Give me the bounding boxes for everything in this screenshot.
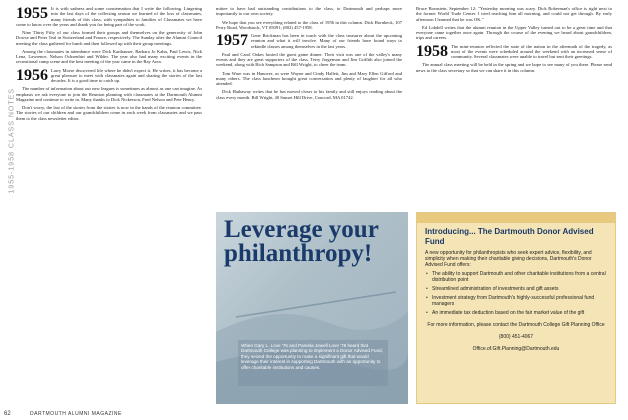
paragraph: The mini-reunion reflected the state of the nation in the aftermath of the tragedy, as most of the events were scheduled around the weekend with an increased sense of community. Several classmates were unable to travel but sent their greetings. bbox=[451, 43, 612, 59]
promo-header-bar bbox=[417, 213, 615, 223]
column-1 bbox=[16, 6, 202, 398]
section-sidebar bbox=[2, 40, 14, 200]
promo-email[interactable]: Office.of.Gift.Planning@Dartmouth.edu bbox=[472, 346, 560, 352]
list-item: • An immediate tax deduction based on the fair market value of the gift bbox=[432, 310, 607, 316]
paragraph: Don't worry, the last of the stories from the sixties is now in the hands of the reunion committee. The stories of our children and our grandchildren come in each week from classmates and we pass them to the class newsletter editor. bbox=[16, 105, 202, 121]
philanthropy-ad bbox=[216, 212, 408, 404]
paragraph: Larry Morse discovered life where he didn't expect it. He writes, it has become a great pleasure to meet with classmates again and sharing the stories of the last decades. It is a good time to catch up. bbox=[51, 67, 202, 83]
ad-quote: When Gary L. Love '76 and Pamela Jewell Love '78 heard that Dartmouth College was planning to implement a Donor Advised Fund, they seized the opportunity to make a significant gift that would leverage their interest in supporting Dartmouth with an opportunity to offer charitable institutions and causes. bbox=[238, 340, 388, 386]
year-heading-1957: 1957 bbox=[216, 32, 248, 49]
list-item: • Investment strategy from Dartmouth's highly-successful professional fund managers bbox=[432, 295, 607, 307]
page-number: 62 bbox=[4, 411, 11, 417]
year-heading-1956: 1956 bbox=[16, 66, 48, 84]
year-heading-1958: 1958 bbox=[416, 42, 448, 60]
paragraph: Ed Lobdell writes that the alumni reunion in the Upper Valley turned out to be a great time and that everyone came together once again. Through the course of the evening we heard about grandchildren, trips and careers. bbox=[416, 24, 612, 41]
promo-title: Introducing... The Dartmouth Donor Advised Fund bbox=[425, 227, 594, 246]
paragraph: The annual class meeting will be held in the spring and we hope to see many of you there. Please send news to the class secretary so that we can share it in this column. bbox=[416, 62, 612, 73]
column-3 bbox=[416, 6, 612, 216]
year-heading-1955: 1955 bbox=[16, 6, 48, 22]
promo-intro: A new opportunity for philanthropists who seek expert advice, flexibility, and simplicity when making their charitable giving decisions, Dartmouth's Donor Advised Fund offers: bbox=[425, 250, 592, 268]
ad-headline: Leverage your philanthropy! bbox=[224, 216, 379, 267]
paragraph: The number of information about our new leagues is sometimes as almost as one can imagine. As emphasis we ask everyone to join the Reunion planning with classmates at the Dartmouth Alumni Magazine and continue to write in. Many thanks to Dick Nickerson, Fred Nelson and Pete Henry. bbox=[16, 86, 202, 102]
paragraph: Among the classmates in attendance were Dick Karthauser, Barbara Jo Kahn, Paul Lewis, Nick Lenz, Lawrence, Nelson Ochsenhirt and Wilder. The year also had many exciting events in the recreational camp scene and the best meeting of the year came in the Bay Area. bbox=[16, 48, 202, 65]
paragraph: It is with sadness and some consternation that I write the following. Lingering into the last days of the collecting season we learned of the loss of classmates, many friends of this class, with sympathies to families of Classmates we have come to know over the years and thank you for being part of the work. bbox=[16, 6, 202, 27]
promo-benefits-list bbox=[425, 271, 607, 316]
promo-phone[interactable]: (800) 451-4067 bbox=[498, 334, 534, 340]
paragraph: Nine Thirty Fifty of our class formed their groups and themselves on the generosity of John Dowse and Peter Teal in Switzerland and France, respectively. The Sunday after the Alumni Council meeting the class gathered for lunch and then followed up with their group meetings. bbox=[16, 30, 202, 46]
section-label: 1955-1958 CLASS NOTES bbox=[8, 88, 16, 194]
paragraph: Bruce Bornstein, September 12: "Yesterday morning was scary. Dick Roberman's office is right next to the former World Trade Center. I tried reaching him all morning, and could not get through. By early afternoon I learned that he was OK." bbox=[416, 6, 612, 22]
paragraph: Tom Ware was in Hanover, as were Wayne and Cindy Hallett, Jim and Mary Ellen Gifford and many others. The class luncheon brought great conversation and plenty of laughter for all who attended. bbox=[216, 70, 402, 86]
paragraph: We hope that you see everything related to the class of 1956 in this column. Dick Hornbeck, 107 Perry Road, Woodstock, VT 05091; (802) 457-1958. bbox=[216, 19, 402, 30]
promo-contact-intro: For more information, please contact the Dartmouth College Gift Planning Office bbox=[427, 322, 605, 328]
list-item: • Streamlined administration of investments and gift assets bbox=[432, 286, 607, 292]
paragraph: Paul and Carol Oakes hosted the guest game dinner. Their visit was one of the valley's many events and they are great supporters of the class. Terry Jorgenson and Jim Griffith also joined the weekend, along with Rich Sampson and Bill Wright, to cheer the team. bbox=[216, 51, 402, 68]
list-item: • The ability to support Dartmouth and other charitable institutions from a central distribution point bbox=[432, 271, 607, 283]
page-footer bbox=[0, 404, 628, 420]
paragraph: mittee to have had outstanding contributions to the class, to Dartmouth and perhaps more importantly to our own society. bbox=[216, 6, 402, 17]
donor-advised-fund-promo bbox=[416, 212, 616, 404]
magazine-name: DARTMOUTH ALUMNI MAGAZINE bbox=[30, 411, 122, 417]
paragraph: Dick Hathaway writes that he has moved closer to his family and still enjoys reading about the class every month. Bill Wright, 40 Sunset Hill Drive, Concord, MA 01742. bbox=[216, 89, 402, 100]
paragraph: Gene Brickman has been in touch with the class treasurer about the upcoming reunion and what it will involve. Many of our friends have found ways to rekindle classes among themselves in the last years. bbox=[251, 33, 402, 49]
